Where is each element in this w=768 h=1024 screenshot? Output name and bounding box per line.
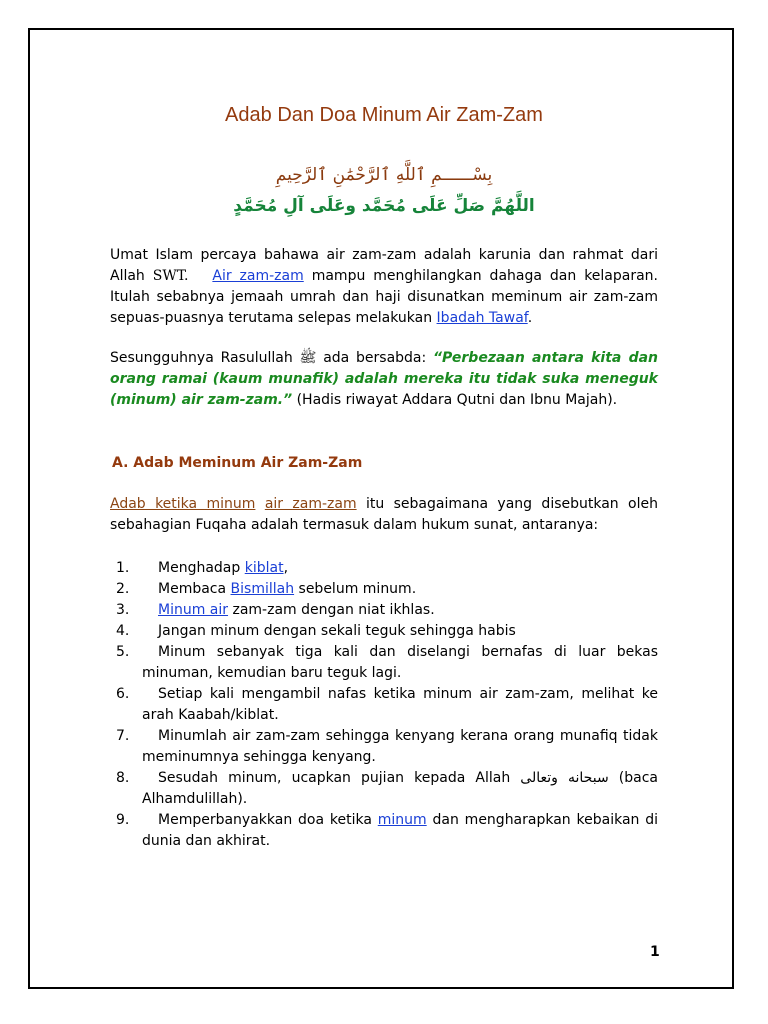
link-bismillah[interactable]: Bismillah bbox=[230, 581, 295, 597]
para3-text: itu sebagaimana yang disebutkan oleh sebahagian Fuqaha adalah termasuk dalam hukum sunat, antaranya: bbox=[110, 496, 659, 533]
para1-swt: SWT. bbox=[152, 268, 189, 284]
hadith-quote: “Perbezaan antara kita dan orang ramai (kaum munafik) adalah mereka itu tidak suka meneguk (minum) air zam-zam.” bbox=[110, 350, 659, 408]
section-heading-a: A. Adab Meminum Air Zam-Zam bbox=[112, 455, 363, 471]
list-item: 7. Minumlah air zam-zam sehingga kenyang kerana orang munafiq tidak meminumnya sehingga kenyang. bbox=[116, 728, 658, 765]
link-ibadah-tawaf[interactable]: Ibadah Tawaf bbox=[436, 310, 528, 326]
list-item: 9. Memperbanyakkan doa ketika minum dan mengharapkan kebaikan di dunia dan akhirat. bbox=[116, 812, 658, 849]
list-item: 3. Minum air zam-zam dengan niat ikhlas. bbox=[116, 602, 435, 618]
list-item: 4. Jangan minum dengan sekali teguk sehingga habis bbox=[116, 623, 516, 639]
list-item: 2. Membaca Bismillah sebelum minum. bbox=[116, 581, 417, 597]
hadith-paragraph bbox=[110, 348, 658, 411]
list-item: 6. Setiap kali mengambil nafas ketika minum air zam-zam, melihat ke arah Kaabah/kiblat. bbox=[116, 686, 658, 723]
link-adab-ketika-minum[interactable]: Adab ketika minum bbox=[110, 496, 256, 512]
intro-paragraph bbox=[110, 245, 658, 329]
page-number: 1 bbox=[650, 944, 660, 960]
list-item: 8. Sesudah minum, ucapkan pujian kepada Allah سبحانه وتعالى (baca Alhamdulillah). bbox=[116, 770, 658, 807]
link-minum-air[interactable]: Minum air bbox=[158, 602, 229, 618]
para1-text-3: . bbox=[527, 310, 533, 326]
page-title: Adab Dan Doa Minum Air Zam-Zam bbox=[225, 104, 543, 126]
link-air-zam-zam[interactable]: Air zam-zam bbox=[212, 268, 304, 284]
link-kiblat[interactable]: kiblat bbox=[244, 560, 284, 576]
list-item: 5. Minum sebanyak tiga kali dan diselangi bernafas di luar bekas minuman, kemudian baru teguk lagi. bbox=[116, 644, 658, 681]
basmala-arabic: بِسْــــــمِ ٱللَّهِ ٱلرَّحْمَٰنِ ٱلرَّحِيمِ bbox=[275, 165, 493, 185]
adab-intro-paragraph bbox=[110, 494, 658, 536]
para1-text-1: Umat Islam percaya bahawa air zam-zam adalah karunia dan rahmat dari Allah bbox=[110, 247, 658, 284]
para1-text-2: mampu menghilangkan dahaga dan kelaparan. Itulah sebabnya jemaah umrah dan haji disunatkan meminum air zam-zam sepuas-puasnya terutama selepas melakukan bbox=[110, 268, 659, 326]
link-minum[interactable]: minum bbox=[377, 812, 427, 828]
para2-text-2: (Hadis riwayat Addara Qutni dan Ibnu Majah). bbox=[292, 392, 618, 408]
para2-text-1: Sesungguhnya Rasulullah ﷺ ada bersabda: bbox=[110, 350, 433, 366]
adab-list bbox=[116, 558, 658, 852]
link-air-zam-zam-2[interactable]: air zam-zam bbox=[264, 496, 357, 512]
salawat-arabic: اللَّهُمَّ صَلِّ عَلَى مُحَمَّد وعَلَى آلِ مُحَمَّدٍ bbox=[233, 196, 535, 216]
list-item: 1. Menghadap kiblat, bbox=[116, 560, 289, 576]
